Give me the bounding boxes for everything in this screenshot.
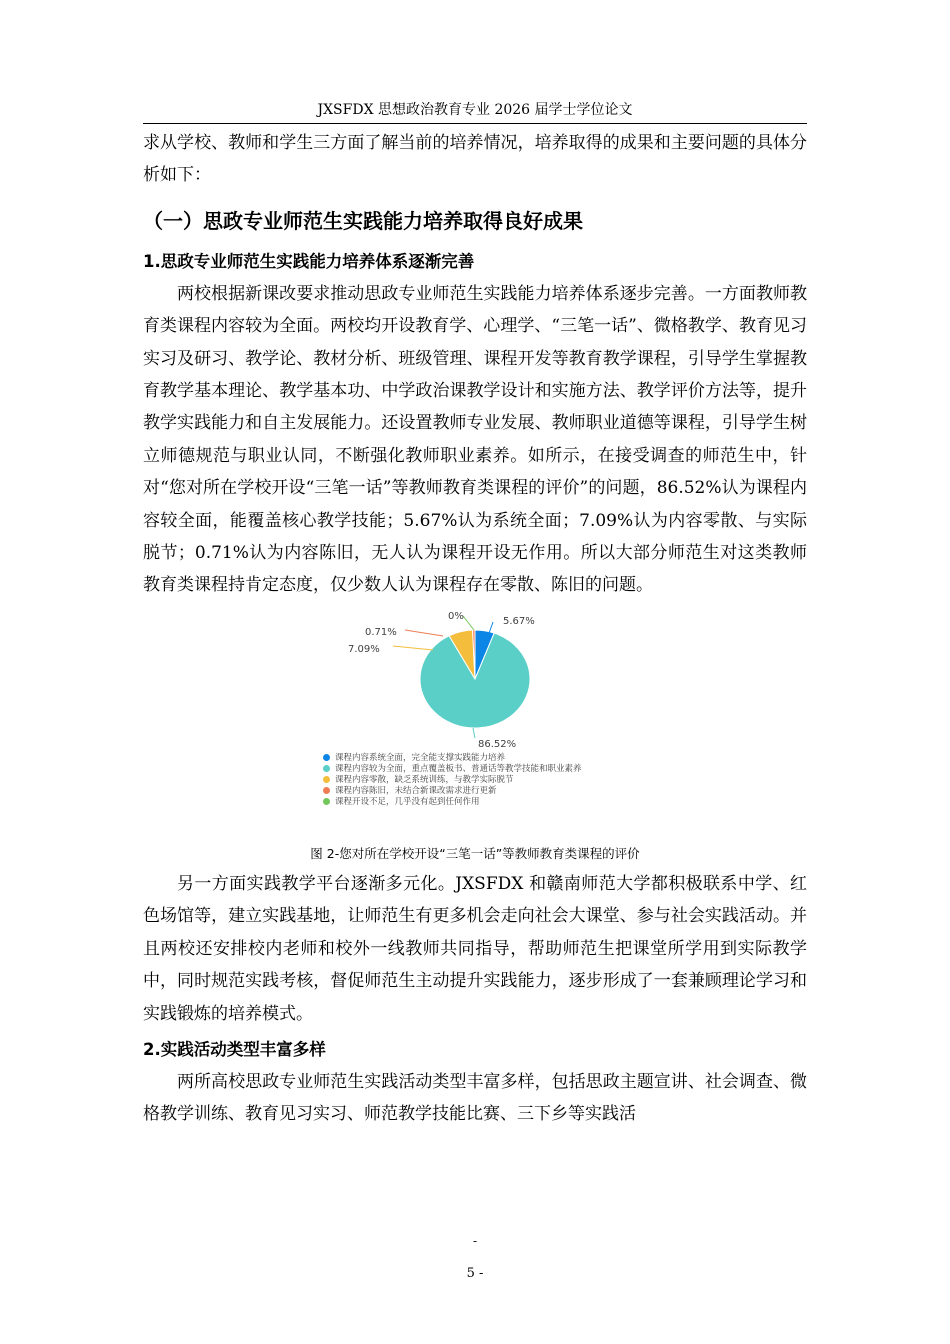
pie-data-label: 5.67% bbox=[503, 615, 535, 627]
figure-caption: 图 2-您对所在学校开设“三笔一话”等教师教育类课程的评价 bbox=[310, 845, 640, 861]
legend-swatch bbox=[323, 776, 330, 783]
legend-swatch bbox=[323, 765, 330, 772]
chart-legend bbox=[323, 752, 582, 807]
legend-swatch bbox=[323, 787, 330, 794]
pie-leader-line bbox=[393, 646, 433, 650]
legend-item bbox=[323, 763, 582, 774]
paragraph-1: 两校根据新课改要求推动思政专业师范生实践能力培养体系逐步完善。一方面教师教育类课程内容较为全面。两校均开设教育学、心理学、“三笔一话”、微格教学、教育见习实习及研习、教学论、教材分析、班级管理、课程开发等教育教学课程，引导学生掌握教育教学基本理论、教学基本功、中学政治课教学设计和实施方法、教学评价方法等，提升教学实践能力和自主发展能力。还设置教师专业发展、教师职业道德等课程，引导学生树立师德规范与职业认同，不断强化教师职业素养。如所示，在接受调查的师范生中，针对“您对所在学校开设“三笔一话”等教师教育类课程的评价”的问题，86.52%认为课程内容较全面，能覆盖核心教学技能；5.67%认为系统全面；7.09%认为内容零散、与实际脱节；0.71%认为内容陈旧，无人认为课程开设无作用。所以大部分师范生对这类教师教育类课程持肯定态度，仅少数人认为课程存在零散、陈旧的问题。 bbox=[143, 283, 807, 596]
legend-label: 课程内容零散，缺乏系统训练，与教学实际脱节 bbox=[335, 775, 514, 786]
pie-leader-line bbox=[463, 616, 474, 630]
footer-dash: - bbox=[472, 1234, 478, 1248]
pie-data-label: 0.71% bbox=[365, 626, 397, 638]
pie-leader-line bbox=[473, 728, 475, 738]
legend-item bbox=[323, 774, 582, 785]
legend-swatch bbox=[323, 798, 330, 805]
section-heading: （一）思政专业师范生实践能力培养取得良好成果 bbox=[143, 208, 583, 233]
legend-item bbox=[323, 785, 582, 796]
pie-chart-figure bbox=[143, 608, 807, 834]
intro-paragraph: 求从学校、教师和学生三方面了解当前的培养情况，培养取得的成果和主要问题的具体分析如下： bbox=[143, 133, 807, 186]
subsection-2-heading: 2.实践活动类型丰富多样 bbox=[143, 1039, 326, 1059]
legend-label: 课程内容陈旧，未结合新课改需求进行更新 bbox=[335, 786, 497, 797]
legend-item bbox=[323, 752, 582, 763]
legend-label: 课程内容系统全面，完全能支撑实践能力培养 bbox=[335, 753, 506, 764]
page-body bbox=[143, 127, 807, 1131]
pie-data-label: 0% bbox=[448, 610, 464, 622]
paragraph-2: 另一方面实践教学平台逐渐多元化。JXSFDX 和赣南师范大学都积极联系中学、红色场馆等，建立实践基地，让师范生有更多机会走向社会大课堂、参与社会实践活动。并且两校还安排校内老师和校外一线教师共同指导，帮助师范生把课堂所学用到实际教学中，同时规范实践考核，督促师范生主动提升实践能力，逐步形成了一套兼顾理论学习和实践锻炼的培养模式。 bbox=[143, 873, 807, 1024]
paragraph-3: 两所高校思政专业师范生实践活动类型丰富多样，包括思政主题宣讲、社会调查、微格教学训练、教育见习实习、师范教学技能比赛、三下乡等实践活 bbox=[143, 1071, 807, 1125]
legend-label: 课程内容较为全面，重点覆盖板书、普通话等教学技能和职业素养 bbox=[335, 764, 582, 775]
pie-data-label: 7.09% bbox=[348, 643, 380, 655]
subsection-1-heading: 1.思政专业师范生实践能力培养体系逐渐完善 bbox=[143, 251, 475, 271]
legend-item bbox=[323, 796, 582, 807]
legend-swatch bbox=[323, 754, 330, 761]
page-number: 5 - bbox=[466, 1266, 484, 1281]
legend-label: 课程开设不足，几乎没有起到任何作用 bbox=[335, 797, 480, 808]
running-header: JXSFDX 思想政治教育专业 2026 届学士学位论文 bbox=[143, 100, 807, 124]
pie-leader-line bbox=[405, 630, 443, 636]
pie-data-label: 86.52% bbox=[478, 738, 517, 750]
